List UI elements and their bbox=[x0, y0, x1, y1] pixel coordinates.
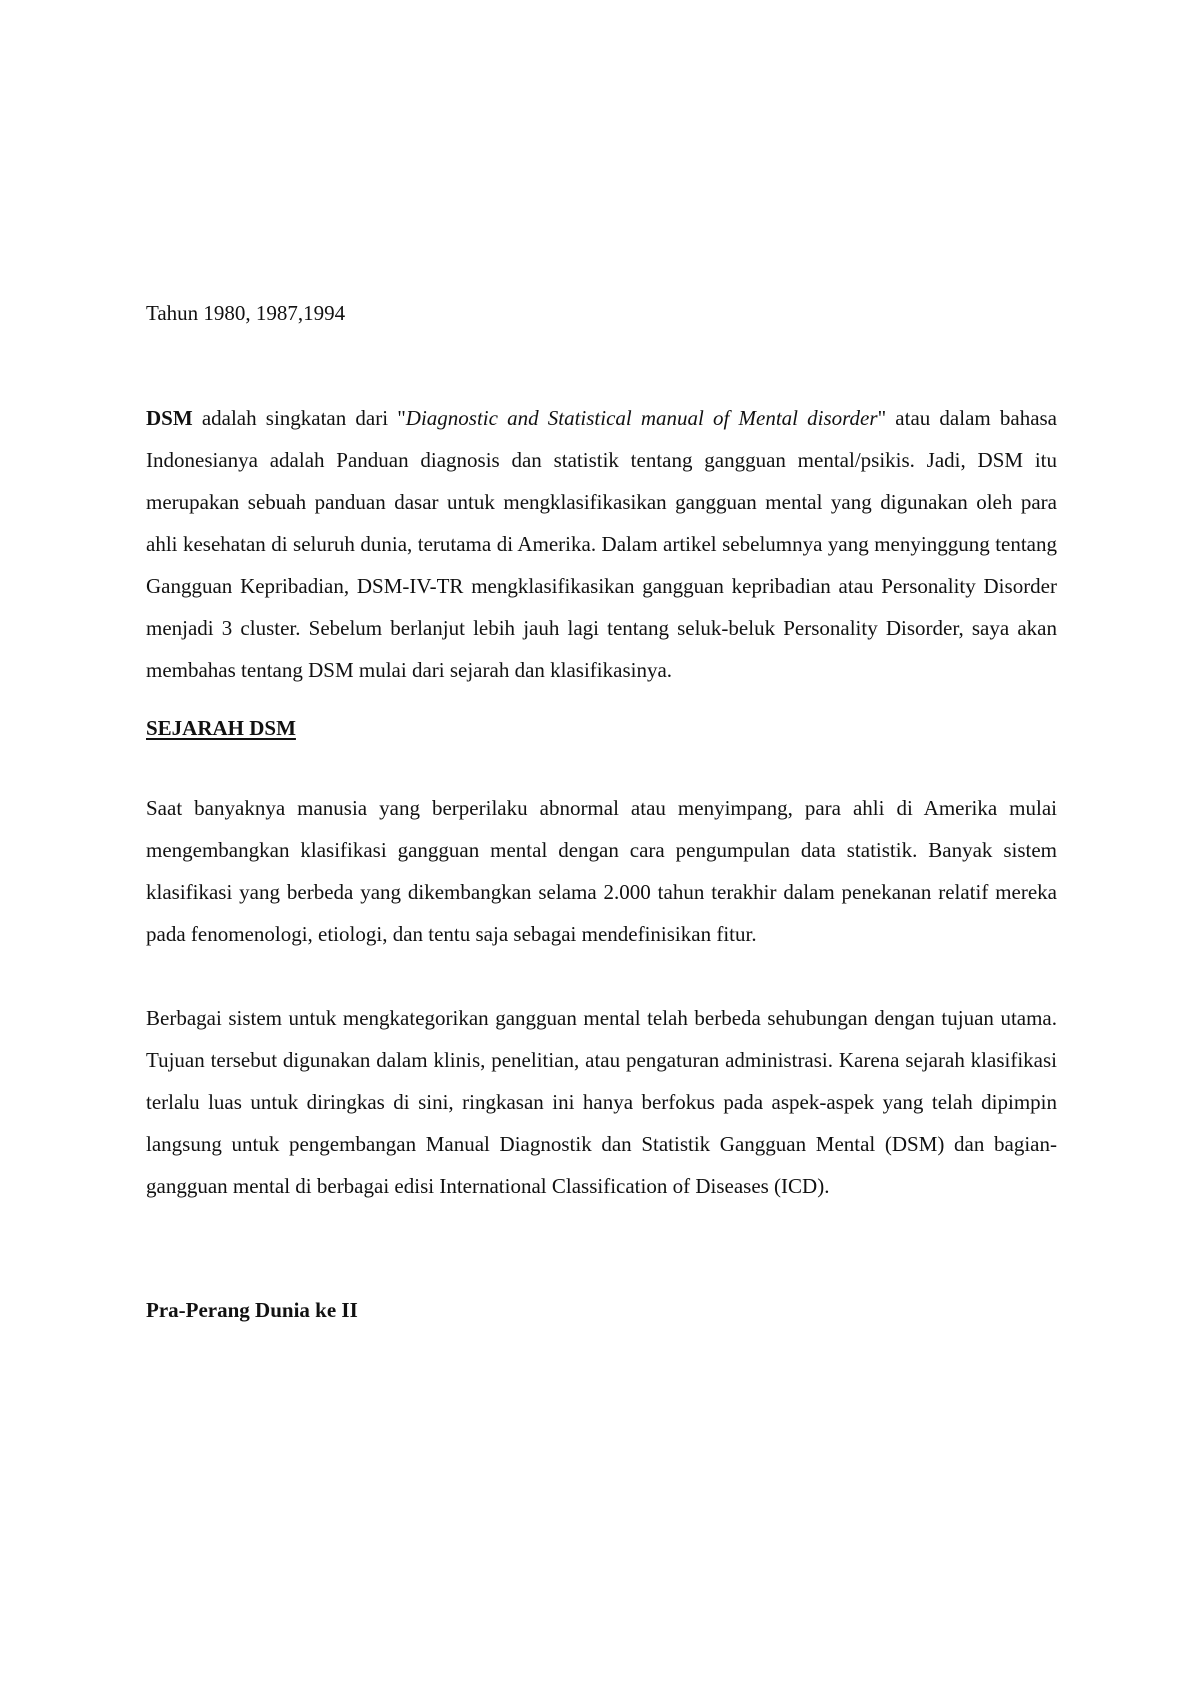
sejarah-paragraph-1: Saat banyaknya manusia yang berperilaku abnormal atau menyimpang, para ahli di Amerika mulai mengembangkan klasifikasi gangguan mental dengan cara pengumpulan data statistik. Banyak sistem klasifikasi yang berbeda yang dikembangkan selama 2.000 tahun terakhir dalam penekanan relatif mereka pada fenomenologi, etiologi, dan tentu saja sebagai mendefinisikan fitur. bbox=[146, 796, 1057, 946]
intro-paragraph bbox=[146, 397, 1057, 691]
heading-pra-perang: Pra-Perang Dunia ke II bbox=[146, 1298, 358, 1322]
document-body bbox=[146, 292, 1057, 1331]
intro-text-a: adalah singkatan dari " bbox=[192, 406, 406, 430]
heading-sejarah: SEJARAH DSM bbox=[146, 716, 296, 740]
intro-title-italic: Diagnostic and Statistical manual of Mental disorder bbox=[405, 406, 878, 430]
intro-term: DSM bbox=[146, 406, 193, 430]
sejarah-paragraph-2: Berbagai sistem untuk mengkategorikan gangguan mental telah berbeda sehubungan dengan tujuan utama. Tujuan tersebut digunakan dalam klinis, penelitian, atau pengaturan administrasi. Karena sejarah klasifikasi terlalu luas untuk diringkas di sini, ringkasan ini hanya berfokus pada aspek-aspek yang telah dipimpin langsung untuk pengembangan Manual Diagnostik dan Statistik Gangguan Mental (DSM) dan bagian-gangguan mental di berbagai edisi International Classification of Diseases (ICD). bbox=[146, 1006, 1057, 1198]
intro-text-b: " atau dalam bahasa Indonesianya adalah Panduan diagnosis dan statistik tentang gangguan mental/psikis. Jadi, DSM itu merupakan sebuah panduan dasar untuk mengklasifikasikan gangguan mental yang digunakan oleh para ahli kesehatan di seluruh dunia, terutama di Amerika. Dalam artikel sebelumnya yang menyinggung tentang Gangguan Kepribadian, DSM-IV-TR mengklasifikasikan gangguan kepribadian atau Personality Disorder menjadi 3 cluster. Sebelum berlanjut lebih jauh lagi tentang seluk-beluk Personality Disorder, saya akan membahas tentang DSM mulai dari sejarah dan klasifikasinya. bbox=[146, 406, 1058, 682]
year-line: Tahun 1980, 1987,1994 bbox=[146, 301, 346, 325]
